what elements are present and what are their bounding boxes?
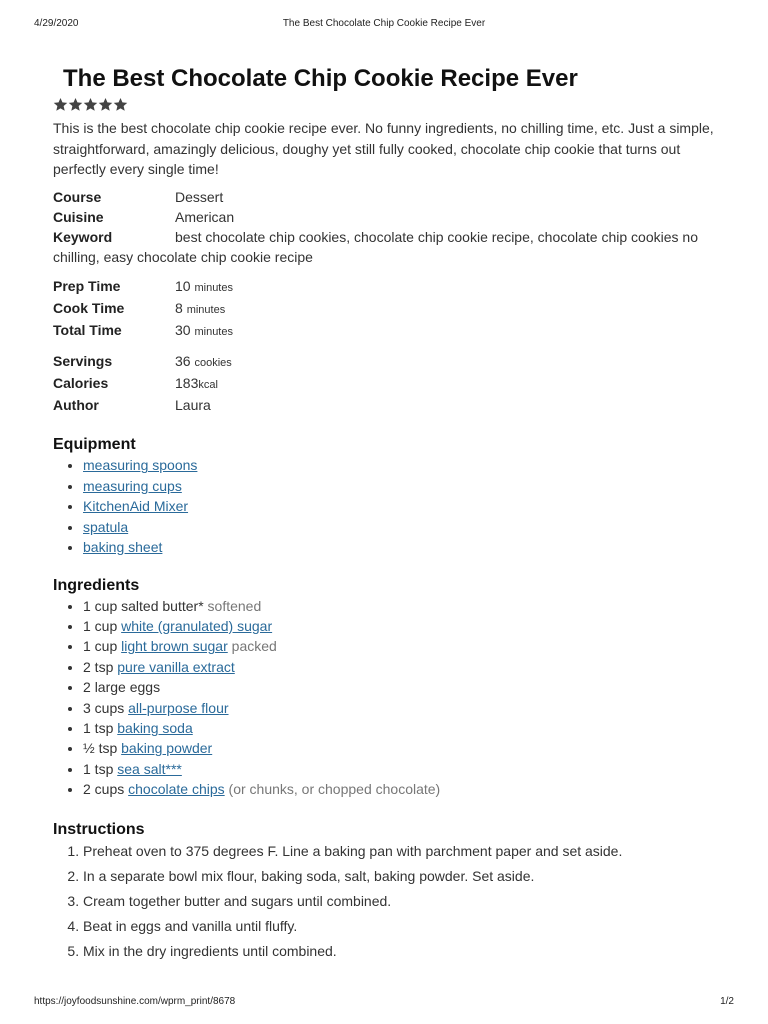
ingredient-item <box>83 636 721 656</box>
ingredient-item <box>83 779 721 799</box>
equipment-link[interactable]: KitchenAid Mixer <box>83 498 189 515</box>
ingredient-item <box>83 596 721 616</box>
instructions-list <box>53 843 721 960</box>
star-icon <box>83 97 98 112</box>
equipment-link[interactable]: baking sheet <box>83 539 163 556</box>
instructions-heading: Instructions <box>53 820 145 838</box>
detail-author <box>53 395 721 415</box>
meta-cuisine <box>53 207 721 227</box>
ingredient-link[interactable]: baking powder <box>121 740 213 757</box>
detail-value: 36 <box>175 352 191 369</box>
meta-value: Dessert <box>175 188 224 205</box>
instruction-step: 2. In a separate bowl mix flour, baking soda, salt, baking powder. Set aside. <box>83 868 721 885</box>
ingredient-link[interactable]: all-purpose flour <box>128 699 229 716</box>
ingredient-amount: 1 cup <box>83 597 118 614</box>
meta-value: best chocolate chip cookies, chocolate chip cookie recipe, chocolate chip cookies no chilling, easy chocolate chip cookie recipe <box>53 229 698 266</box>
detail-unit: kcal <box>198 378 218 391</box>
ingredient-item <box>83 616 721 636</box>
ingredient-item <box>83 698 721 718</box>
detail-servings <box>53 351 721 373</box>
ingredient-link[interactable]: baking soda <box>117 719 193 736</box>
detail-label: Author <box>53 397 99 414</box>
instruction-step: 5. Mix in the dry ingredients until combined. <box>83 943 721 960</box>
ingredient-note: (or chunks, or chopped chocolate) <box>228 781 441 798</box>
recipe-meta <box>53 187 721 416</box>
meta-value: American <box>175 208 235 225</box>
equipment-item <box>83 455 721 475</box>
time-value: 10 <box>175 277 191 294</box>
ingredient-amount: ½ tsp <box>83 740 118 757</box>
ingredient-link[interactable]: light brown sugar <box>121 638 228 655</box>
star-icon <box>53 97 68 112</box>
meta-label: Keyword <box>53 229 113 246</box>
meta-keyword <box>53 227 721 268</box>
ingredient-link[interactable]: sea salt*** <box>117 760 182 777</box>
meta-label: Course <box>53 188 102 205</box>
equipment-item <box>83 476 721 496</box>
ingredient-note: softened <box>207 597 262 614</box>
time-total <box>53 320 721 342</box>
ingredient-item <box>83 738 721 758</box>
ingredient-item <box>83 718 721 738</box>
instruction-step: 4. Beat in eggs and vanilla until fluffy. <box>83 918 721 935</box>
equipment-heading: Equipment <box>53 436 136 454</box>
ingredients-list <box>53 596 721 800</box>
print-date: 4/29/2020 <box>34 18 79 29</box>
ingredient-link[interactable]: pure vanilla extract <box>117 658 235 675</box>
meta-label: Cuisine <box>53 208 104 225</box>
detail-calories <box>53 373 721 395</box>
time-label: Total Time <box>53 322 122 339</box>
equipment-list <box>53 455 721 557</box>
detail-unit: cookies <box>194 356 232 369</box>
ingredients-heading: Ingredients <box>53 576 140 594</box>
detail-label: Servings <box>53 352 113 369</box>
star-icon <box>98 97 113 112</box>
star-icon <box>113 97 128 112</box>
recipe-title: The Best Chocolate Chip Cookie Recipe Ever <box>63 65 578 92</box>
equipment-item <box>83 496 721 516</box>
equipment-link[interactable]: measuring spoons <box>83 457 198 474</box>
ingredient-amount: 1 tsp <box>83 719 114 736</box>
recipe-card <box>53 64 721 968</box>
ingredient-amount: 2 <box>83 679 91 696</box>
page-number: 1/2 <box>720 996 734 1007</box>
time-label: Cook Time <box>53 299 125 316</box>
star-icon <box>68 97 83 112</box>
ingredient-amount: 2 tsp <box>83 658 114 675</box>
ingredient-link[interactable]: white (granulated) sugar <box>121 617 273 634</box>
ingredient-item <box>83 759 721 779</box>
meta-course <box>53 187 721 207</box>
instruction-step: 3. Cream together butter and sugars until combined. <box>83 893 721 910</box>
time-value: 8 <box>175 299 183 316</box>
ingredient-amount: 1 cup <box>83 638 118 655</box>
ingredient-name: large eggs <box>94 679 161 696</box>
ingredient-item <box>83 677 721 697</box>
print-url: https://joyfoodsunshine.com/wprm_print/8678 <box>34 996 236 1007</box>
print-title: The Best Chocolate Chip Cookie Recipe Ever <box>282 18 486 29</box>
time-unit: minutes <box>194 326 233 339</box>
detail-value: 183 <box>175 374 199 391</box>
time-unit: minutes <box>186 303 226 316</box>
recipe-summary: This is the best chocolate chip cookie recipe ever. No funny ingredients, no chilling time, etc. Just a simple, straightforward, amazingly delicious, doughy yet still fully cooked, chocolate chip cookie that turns out perfectly every single time! <box>53 120 714 177</box>
equipment-link[interactable]: spatula <box>83 518 129 535</box>
ingredient-item <box>83 657 721 677</box>
ingredient-amount: 1 cup <box>83 617 118 634</box>
equipment-item <box>83 537 721 557</box>
print-header <box>34 18 734 32</box>
time-cook <box>53 298 721 320</box>
time-prep <box>53 276 721 298</box>
ingredient-amount: 1 tsp <box>83 760 114 777</box>
ingredient-amount: 2 cups <box>83 781 125 798</box>
time-value: 30 <box>175 322 191 339</box>
equipment-item <box>83 517 721 537</box>
time-unit: minutes <box>194 281 233 294</box>
ingredient-note: packed <box>231 638 277 655</box>
time-label: Prep Time <box>53 277 121 294</box>
rating-stars <box>53 97 721 115</box>
detail-value: Laura <box>175 397 211 414</box>
detail-label: Calories <box>53 374 109 391</box>
ingredient-amount: 3 cups <box>83 699 125 716</box>
instruction-step: 1. Preheat oven to 375 degrees F. Line a baking pan with parchment paper and set aside. <box>83 843 721 860</box>
print-footer <box>34 996 734 1010</box>
equipment-link[interactable]: measuring cups <box>83 477 182 494</box>
ingredient-link[interactable]: chocolate chips <box>128 781 225 798</box>
ingredient-name: salted butter* <box>121 597 204 614</box>
